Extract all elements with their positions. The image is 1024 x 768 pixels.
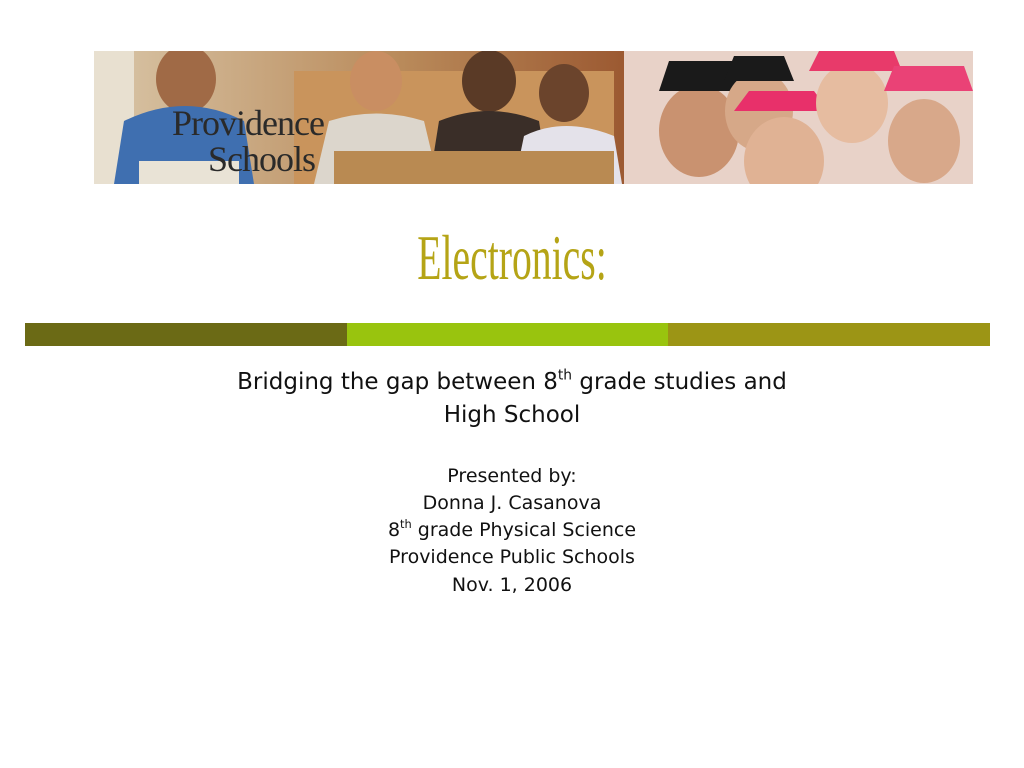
presenter-name: Donna J. Casanova: [422, 492, 602, 514]
divider-bar-middle: [347, 323, 668, 346]
role-superscript: th: [400, 517, 412, 532]
logo-providence-text: Providence: [172, 103, 324, 143]
presented-by-label: Presented by:: [447, 465, 577, 487]
presentation-date: Nov. 1, 2006: [451, 574, 573, 596]
slide-title: Electronics:: [417, 222, 607, 293]
subtitle-superscript: th: [557, 367, 573, 384]
subtitle-text-a: Bridging the gap between 8: [237, 369, 558, 395]
organization-name: Providence Public Schools: [389, 546, 635, 568]
subtitle-line-1: [0, 367, 1024, 395]
providence-schools-banner: [94, 51, 973, 184]
role-grade-number: 8: [387, 519, 401, 541]
subtitle-text-b: grade studies and: [572, 369, 787, 395]
subtitle-line-2: High School: [443, 402, 581, 428]
presenter-role: [0, 517, 1024, 541]
divider-bar-left: [25, 323, 347, 346]
role-text: grade Physical Science: [411, 519, 637, 541]
providence-schools-logo: [172, 105, 324, 177]
divider-bar-right: [668, 323, 990, 346]
logo-schools-text: Schools: [208, 139, 316, 179]
